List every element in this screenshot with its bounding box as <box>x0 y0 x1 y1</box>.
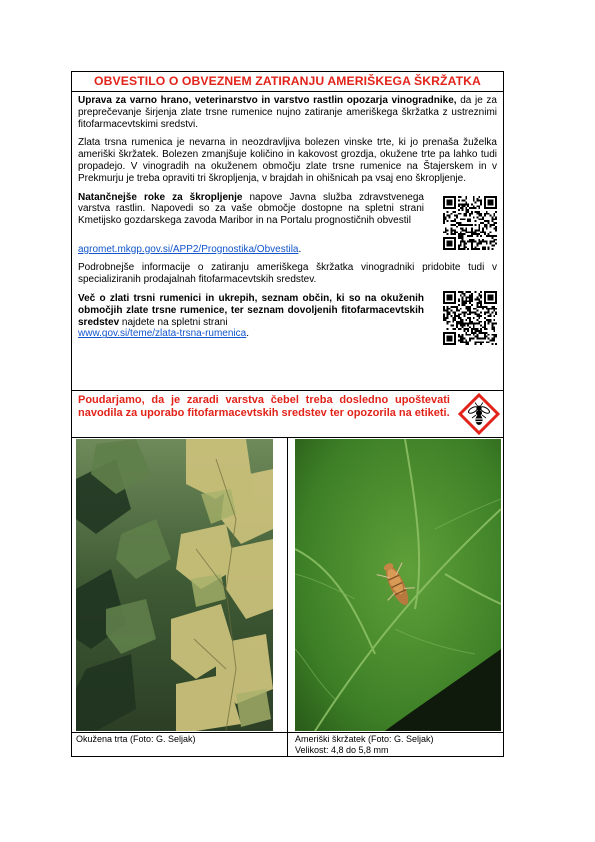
more-paragraph <box>78 293 424 340</box>
caption-infected-vine: Okužena trta (Foto: G. Seljak) <box>76 734 196 744</box>
spray-rest: napove Javna služba zdravstvenega varstva rastlin. Napovedi so za vaše območje dostopne na spletni strani Kmetijsko gozdarskega zavoda Maribor in na Portalu prognostičnih obvestil <box>78 191 424 227</box>
spray-section <box>78 192 497 250</box>
spray-paragraph <box>78 192 424 227</box>
infected-vine-photo <box>76 439 273 731</box>
photo-divider <box>287 438 288 756</box>
prognosis-link[interactable]: agromet.mkgp.gov.si/APP2/Prognostika/Obvestila <box>78 243 299 255</box>
intro-paragraph <box>78 95 497 130</box>
gov-link[interactable]: www.gov.si/teme/zlata-trsna-rumenica <box>78 328 247 340</box>
notice-title: OBVESTILO O OBVEZNEM ZATIRANJU AMERIŠKEGA ŠKRŽATKA <box>72 72 503 92</box>
notice-body <box>72 92 503 345</box>
more-rest: najdete na spletni strani <box>119 316 228 328</box>
bee-hazard-icon <box>458 393 500 435</box>
notice-box <box>71 71 504 757</box>
qr-code-icon[interactable] <box>443 291 497 345</box>
qr-code-icon[interactable] <box>443 196 497 250</box>
caption-leafhopper <box>295 734 434 756</box>
bee-warning-text: Poudarjamo, da je zaradi varstva čebel treba dosledno upoštevati navodila za uporabo fitofarmacevtskih sredstev ter opozorila na etiketi. <box>78 394 450 420</box>
intro-bold: Uprava za varno hrano, veterinarstvo in varstvo rastlin opozarja vinogradnike, <box>78 95 457 106</box>
bee-warning-section <box>72 390 503 438</box>
spray-bold: Natančnejše roke za škropljenje <box>78 191 243 203</box>
spray-link-line <box>78 244 497 256</box>
disease-paragraph: Zlata trsna rumenica je nevarna in neozdravljiva bolezen vinske trte, ki jo prenaša žuželka ameriški škržatek. Bolezen zmanjšuje količino in kakovost grozdja, okužene trte pa lahko tudi propadejo. V vinogradih na okuženem območju zlate trsne rumenice na Štajerskem in v Prekmurju je treba opraviti tri škropljenja, v brajdah in ohišnicah pa vsaj eno škropljenje. <box>78 137 497 184</box>
intro-rest: da je za preprečevanje širjenja zlate trsne rumenice nujno zatiranje ameriškega škržatka z ustreznimi fitofarmacevtskimi sredstvi. <box>78 95 497 130</box>
spray-link-period: . <box>298 243 302 255</box>
leafhopper-photo <box>295 439 501 731</box>
more-link-period: . <box>246 328 249 340</box>
more-section <box>78 293 497 345</box>
caption-leafhopper-credit: Ameriški škržatek (Foto: G. Seljak) <box>295 734 434 744</box>
info-paragraph: Podrobnejše informacije o zatiranju ameriškega škržatka vinogradniki pridobite tudi v specializiranih prodajalnah fitofarmacevtskih sredstev. <box>78 262 497 286</box>
caption-row <box>72 732 503 757</box>
caption-leafhopper-size: Velikost: 4,8 do 5,8 mm <box>295 745 389 755</box>
more-bold: Več o zlati trsni rumenici in ukrepih, seznam občin, ki so na okuženih območjih zlate trsne rumenice, ter seznam dovoljenih fitofarmacevtskih sredstev <box>78 292 424 328</box>
